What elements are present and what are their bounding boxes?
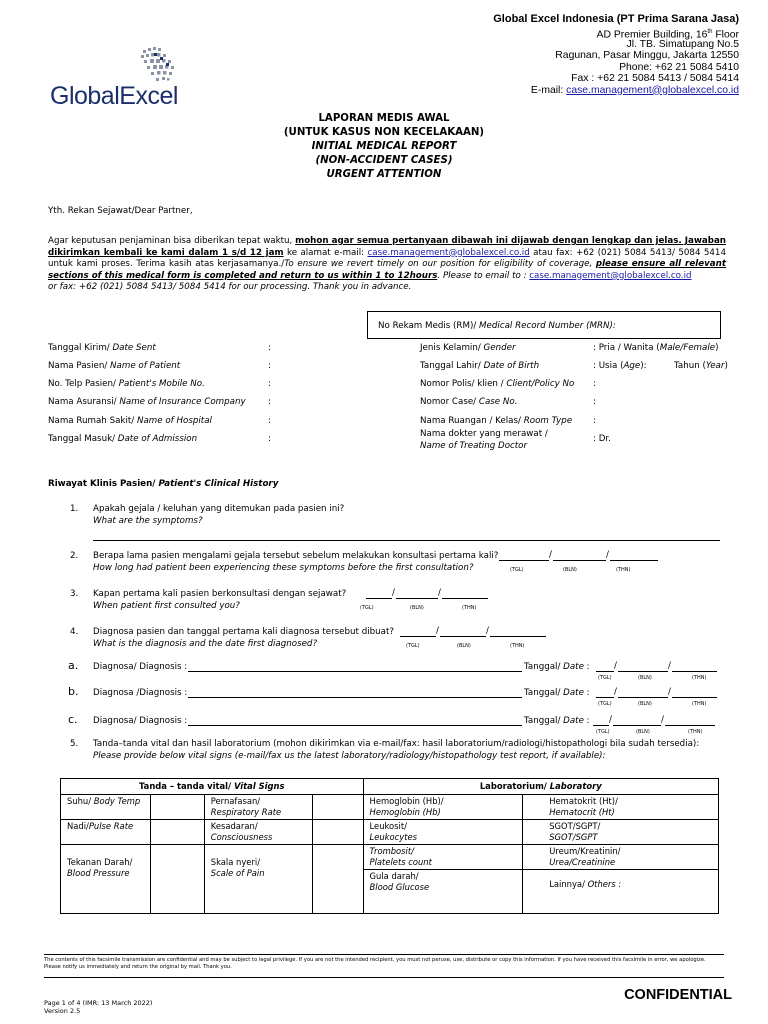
qb-bln-label: (BLN) — [638, 701, 652, 707]
q4-tgl-label: (TGL) — [406, 643, 420, 649]
field-mobile-colon: : — [268, 379, 271, 389]
q3-thn-label: (THN) — [462, 605, 477, 611]
vitals-lab-table — [60, 778, 719, 914]
field-dob-age: : Usia (Age): — [593, 361, 647, 371]
q5-text: Tanda–tanda vital dan hasil laboratorium (mohon dikirimkan via e-mail/fax: hasil laboratorium/radiologi/histopathologi bila sudah tersedia): — [93, 739, 700, 749]
others-cell[interactable]: Lainnya/ Others : — [523, 870, 719, 914]
q4-bln-label: (BLN) — [457, 643, 471, 649]
field-gender-value: : Pria / Wanita (Male/Female) — [593, 343, 719, 353]
qb-thn-label: (THN) — [692, 701, 707, 707]
qa-label: Diagnosa/ Diagnosis : — [93, 662, 188, 672]
blood-pressure-value-cell[interactable] — [150, 845, 204, 914]
q3-slash-2: / — [438, 588, 441, 598]
q2-thn-label: (THN) — [616, 567, 631, 573]
field-hospital-label: Nama Rumah Sakit/ Name of Hospital — [48, 416, 212, 426]
field-policy-label: Nomor Polis/ klien / Client/Policy No — [420, 379, 575, 389]
vital-signs-header: Tanda – tanda vital/ Vital Signs — [61, 779, 364, 795]
field-room-colon: : — [593, 416, 596, 426]
field-insurance-colon: : — [268, 397, 271, 407]
field-date-sent-colon: : — [268, 343, 271, 353]
intro-email-link[interactable]: case.management@globalexcel.co.id — [367, 247, 530, 258]
blood-glucose-cell[interactable]: Gula darah/ Blood Glucose — [363, 870, 523, 914]
respiratory-value-cell[interactable] — [312, 795, 363, 820]
qa-slash-1: / — [614, 661, 617, 671]
platelets-cell[interactable]: Trombosit/ Platelets count — [363, 845, 523, 870]
qa-tgl-label: (TGL) — [598, 675, 612, 681]
qb-slash-1: / — [614, 687, 617, 697]
qa-diagnosis-line[interactable] — [188, 671, 522, 672]
field-dob-year: Tahun (Year) — [674, 361, 728, 371]
field-policy-colon: : — [593, 379, 596, 389]
fax-line: Fax : +62 21 5084 5413 / 5084 5414 — [571, 73, 739, 84]
q1-answer-line[interactable] — [93, 540, 720, 541]
leukocytes-cell[interactable]: Leukosit/ Leukocytes — [363, 820, 523, 845]
pain-scale-value-cell[interactable] — [312, 845, 363, 914]
address-line-1: AD Premier Building, 16th Floor — [596, 29, 739, 41]
company-logo — [48, 44, 188, 110]
q2-text-en: How long had patient been experiencing these symptoms before the first consultation? — [93, 563, 474, 573]
table-row — [61, 845, 719, 870]
q3-bln-line[interactable] — [396, 598, 438, 599]
qc-thn-label: (THN) — [688, 729, 703, 735]
temp-label: Suhu/ Body Temp — [61, 795, 151, 820]
consciousness-label: Kesadaran/ Consciousness — [204, 820, 312, 845]
qa-tgl-line[interactable] — [596, 671, 614, 672]
phone-line: Phone: +62 21 5084 5410 — [619, 61, 739, 73]
email-link[interactable]: case.management@globalexcel.co.id — [566, 84, 739, 96]
qa-thn-label: (THN) — [692, 675, 707, 681]
laboratory-header: Laboratorium/ Laboratory — [363, 779, 718, 795]
version-info: Version 2.5 — [44, 1007, 81, 1015]
title-en: INITIAL MEDICAL REPORT — [311, 141, 457, 152]
q4-slash-1: / — [436, 626, 439, 636]
qb-tgl-label: (TGL) — [598, 701, 612, 707]
field-admission-colon: : — [268, 434, 271, 444]
confidential-label: CONFIDENTIAL — [624, 987, 732, 1003]
mrn-box[interactable] — [367, 311, 721, 339]
qc-bln-line[interactable] — [613, 725, 661, 726]
qa-letter: a. — [68, 659, 79, 672]
table-header-row — [61, 779, 719, 795]
pulse-value-cell[interactable] — [150, 820, 204, 845]
greeting: Yth. Rekan Sejawat/Dear Partner, — [48, 206, 193, 216]
q2-bln-label: (BLN) — [563, 567, 577, 573]
q2-text: Berapa lama pasien mengalami gejala tersebut sebelum melakukan konsultasi pertama kali? — [93, 551, 499, 561]
q2-thn-line[interactable] — [610, 560, 658, 561]
table-row — [61, 820, 719, 845]
field-room-label: Nama Ruangan / Kelas/ Room Type — [420, 416, 573, 426]
pain-scale-label: Skala nyeri/ Scale of Pain — [204, 845, 312, 914]
q4-text: Diagnosa pasien dan tanggal pertama kali diagnosa tersebut dibuat? — [93, 627, 395, 637]
q2-tgl-label: (TGL) — [510, 567, 524, 573]
q3-thn-line[interactable] — [442, 598, 488, 599]
footer-divider — [44, 954, 724, 955]
q1-number: 1. — [70, 504, 79, 514]
q3-text-en: When patient first consulted you? — [93, 601, 240, 611]
q3-tgl-label: (TGL) — [360, 605, 374, 611]
qc-slash-2: / — [661, 715, 664, 725]
title-urgent: URGENT ATTENTION — [326, 169, 442, 180]
consciousness-value-cell[interactable] — [312, 820, 363, 845]
qb-thn-line[interactable] — [672, 697, 717, 698]
q3-number: 3. — [70, 589, 79, 599]
q3-text: Kapan pertama kali pasien berkonsultasi dengan sejawat? — [93, 589, 347, 599]
qc-date-label: Tanggal/ Date : — [524, 716, 590, 726]
q4-tgl-line[interactable] — [400, 636, 436, 637]
qc-label: Diagnosa/ Diagnosis : — [93, 716, 188, 726]
qa-slash-2: / — [668, 661, 671, 671]
address-line-2: Jl. TB. Simatupang No.5 — [626, 38, 739, 50]
qb-label: Diagnosa /Diagnosis : — [93, 688, 188, 698]
field-doctor-label: Nama dokter yang merawat / Name of Treating Doctor — [420, 429, 548, 451]
sgot-sgpt-cell[interactable]: SGOT/SGPT/ SGOT/SGPT — [523, 820, 719, 845]
respiratory-label: Pernafasan/ Respiratory Rate — [204, 795, 312, 820]
q1-text: Apakah gejala / keluhan yang ditemukan pada pasien ini? — [93, 504, 345, 514]
hemoglobin-cell[interactable]: Hemoglobin (Hb)/ Hemoglobin (Hb) — [363, 795, 523, 820]
qa-bln-label: (BLN) — [638, 675, 652, 681]
field-doctor-value: : Dr. — [593, 434, 611, 444]
qc-diagnosis-line[interactable] — [188, 725, 522, 726]
field-case-colon: : — [593, 397, 596, 407]
qa-date-label: Tanggal/ Date : — [524, 662, 590, 672]
q2-tgl-line[interactable] — [499, 560, 549, 561]
q3-tgl-line[interactable] — [366, 598, 392, 599]
company-name: Global Excel Indonesia (PT Prima Sarana Jasa) — [493, 13, 739, 25]
q2-number: 2. — [70, 551, 79, 561]
field-hospital-colon: : — [268, 416, 271, 426]
address-line-3: Ragunan, Pasar Minggu, Jakarta 12550 — [555, 50, 739, 61]
qb-date-label: Tanggal/ Date : — [524, 688, 590, 698]
q2-slash-2: / — [606, 550, 609, 560]
qa-bln-line[interactable] — [618, 671, 668, 672]
q3-bln-label: (BLN) — [410, 605, 424, 611]
qb-diagnosis-line[interactable] — [188, 697, 522, 698]
qc-tgl-label: (TGL) — [596, 729, 610, 735]
field-insurance-label: Nama Asuransi/ Name of Insurance Company — [48, 397, 246, 407]
q2-slash-1: / — [549, 550, 552, 560]
temp-value-cell[interactable] — [150, 795, 204, 820]
qc-thn-line[interactable] — [665, 725, 715, 726]
q1-text-en: What are the symptoms? — [93, 516, 203, 526]
q5-number: 5. — [70, 739, 79, 749]
field-gender-label: Jenis Kelamin/ Gender — [420, 343, 516, 353]
mrn-label: No Rekam Medis (RM)/ Medical Record Number (MRN): — [378, 321, 616, 331]
field-patient-name-colon: : — [268, 361, 271, 371]
title-id: LAPORAN MEDIS AWAL — [318, 113, 450, 124]
intro-paragraph: Agar keputusan penjaminan bisa diberikan tepat waktu, mohon agar semua pertanyaan dibawah ini dijawab dengan lengkap dan jelas. Jawaban dikirimkan kembali ke kami dalam 1 s/d 12 jam ke alamat e-mail: case.management@globalexcel.co.id atau fax: +62 (021) 5084 5413/ 5084 5414 untuk kami proses. Terima kasih atas kerjasamanya./To ensure we revert timely on our position for eligibility of coverage, please ensure all relevant sections of this medical form is completed and return to us within 1 to 12hours. Please to email to : case.management@globalexcel.co.id or fax: +62 (021) 5084 5413/ 5084 5414 for our processing. Thank you in advance. — [48, 236, 726, 293]
field-admission-label: Tanggal Masuk/ Date of Admission — [48, 434, 198, 444]
qa-thn-line[interactable] — [672, 671, 717, 672]
blood-pressure-label: Tekanan Darah/ Blood Pressure — [61, 845, 151, 914]
footer-divider-2 — [44, 977, 724, 978]
q5-text-en: Please provide below vital signs (e-mail/fax us the latest laboratory/radiology/histopathology test report, if available): — [93, 751, 606, 761]
q3-slash-1: / — [392, 588, 395, 598]
q4-text-en: What is the diagnosis and the date first diagnosed? — [93, 639, 318, 649]
email-line: E-mail: case.management@globalexcel.co.id — [530, 84, 739, 96]
intro-email-link-2[interactable]: case.management@globalexcel.co.id — [529, 270, 692, 281]
qb-letter: b. — [68, 685, 79, 698]
q4-thn-line[interactable] — [490, 636, 546, 637]
field-dob-label: Tanggal Lahir/ Date of Birth — [420, 361, 540, 371]
hematocrit-cell[interactable]: Hematokrit (Ht)/ Hematocrit (Ht) — [523, 795, 719, 820]
qc-bln-label: (BLN) — [636, 729, 650, 735]
history-title: Riwayat Klinis Pasien/ Patient's Clinical History — [48, 479, 279, 489]
qc-slash-1: / — [609, 715, 612, 725]
urea-creatinine-cell[interactable]: Ureum/Kreatinin/ Urea/Creatinine — [523, 845, 719, 870]
qb-tgl-line[interactable] — [596, 697, 614, 698]
disclaimer-text: The contents of this facsimile transmission are confidential and may be subject to legal privilege. If you are not the intended recipient, you must not peruse, use, distribute or copy this information. If you have received this facsimile in error, we apologize. Please notify us immediately and return the original by mail. Thank you. — [44, 957, 706, 970]
q4-bln-line[interactable] — [440, 636, 486, 637]
qc-tgl-line[interactable] — [593, 725, 609, 726]
q4-thn-label: (THN) — [510, 643, 525, 649]
pulse-label: Nadi/Pulse Rate — [61, 820, 151, 845]
field-date-sent-label: Tanggal Kirim/ Date Sent — [48, 343, 156, 353]
field-mobile-label: No. Telp Pasien/ Patient's Mobile No. — [48, 379, 205, 389]
qc-letter: c. — [68, 713, 78, 726]
title-en-sub: (NON-ACCIDENT CASES) — [315, 155, 453, 166]
logo-text: GlobalExcel — [50, 82, 178, 110]
page-info: Page 1 of 4 (IMR: 13 March 2022) — [44, 999, 153, 1007]
q4-slash-2: / — [486, 626, 489, 636]
qb-bln-line[interactable] — [618, 697, 668, 698]
q4-number: 4. — [70, 627, 79, 637]
q2-bln-line[interactable] — [553, 560, 606, 561]
field-case-label: Nomor Case/ Case No. — [420, 397, 518, 407]
table-row — [61, 795, 719, 820]
title-id-sub: (UNTUK KASUS NON KECELAKAAN) — [283, 127, 485, 138]
qb-slash-2: / — [668, 687, 671, 697]
field-patient-name-label: Nama Pasien/ Name of Patient — [48, 361, 181, 371]
